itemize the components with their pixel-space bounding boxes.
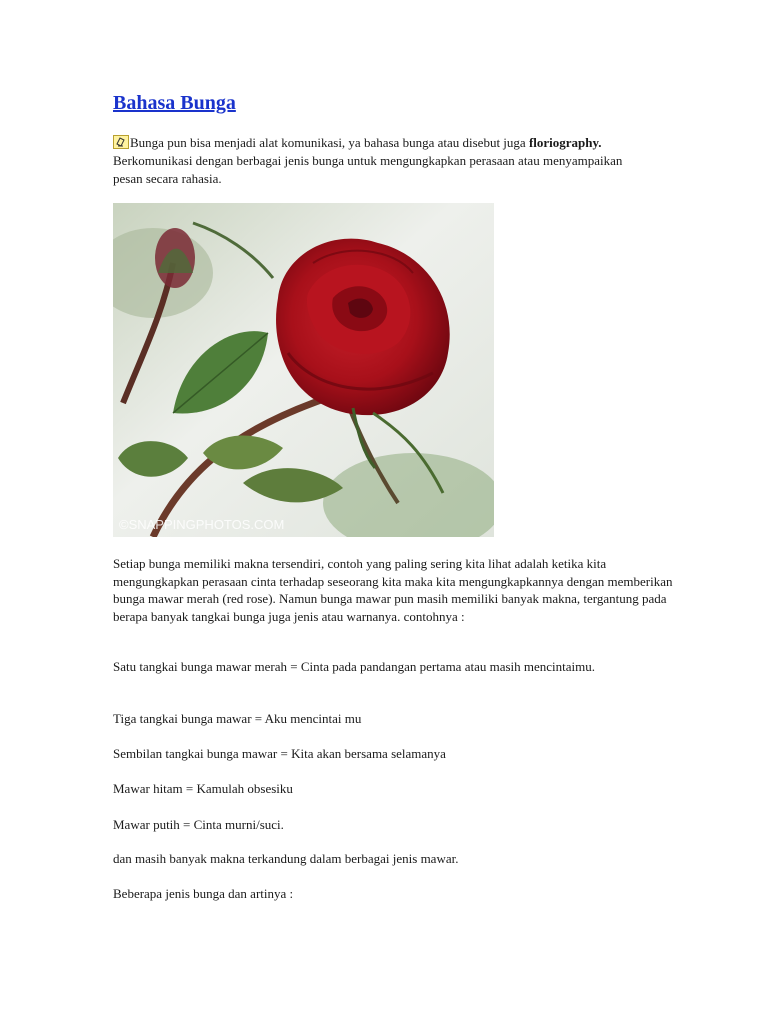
closing-text: dan masih banyak makna terkandung dalam berbagai jenis mawar. xyxy=(113,851,459,866)
red-rose-photo xyxy=(113,203,494,537)
meaning-item: Satu tangkai bunga mawar merah = Cinta pada pandangan pertama atau masih mencintaimu. xyxy=(113,659,596,674)
meaning-item: Tiga tangkai bunga mawar = Aku mencintai mu xyxy=(113,711,362,726)
section-heading: Beberapa jenis bunga dan artinya : xyxy=(113,886,294,901)
photo-watermark: ©SNAPPINGPHOTOS.COM xyxy=(119,517,285,532)
intro-tail-text: Berkomunikasi dengan berbagai jenis bunga untuk mengungkapkan perasaan atau menyampaikan pesan secara rahasia. xyxy=(113,153,623,186)
note-icon xyxy=(113,135,129,149)
intro-paragraph xyxy=(113,134,643,188)
meaning-item: Sembilan tangkai bunga mawar = Kita akan bersama selamanya xyxy=(113,746,446,761)
intro-bold-term: floriography. xyxy=(528,135,602,150)
page-title[interactable]: Bahasa Bunga xyxy=(113,92,236,114)
meaning-item: Mawar putih = Cinta murni/suci. xyxy=(113,817,284,832)
meaning-item: Mawar hitam = Kamulah obsesiku xyxy=(113,781,293,796)
meaning-paragraph: Setiap bunga memiliki makna tersendiri, contoh yang paling sering kita lihat adalah ketika kita mengungkapkan perasaan cinta terhadap seseorang kita maka kita mengungkapkannya dengan memberikan bunga mawar merah (red rose). Namun bunga mawar pun masih memiliki banyak makna, tergantung pada berapa banyak tangkai bunga juga jenis atau warnanya. contohnya : xyxy=(113,556,673,624)
intro-lead-text: Bunga pun bisa menjadi alat komunikasi, ya bahasa bunga atau disebut juga xyxy=(130,135,529,150)
